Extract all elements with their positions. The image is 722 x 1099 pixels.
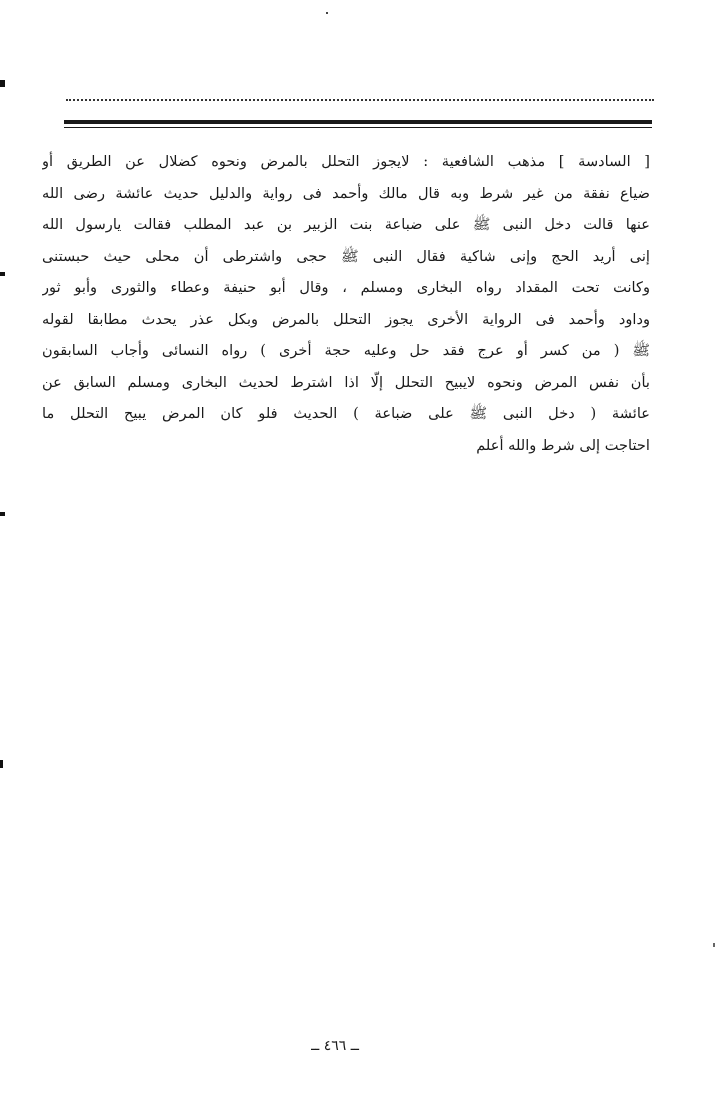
text-line: وداود وأحمد فى الرواية الأخرى يجوز التحلل بالمرض وبكل عذر يحدث مطابقا لقوله	[42, 310, 650, 328]
body-paragraph	[42, 146, 650, 461]
binding-mark	[0, 80, 5, 87]
text-line: إنى أريد الحج وإنى شاكية فقال النبى ﷺ حجى واشترطى أن محلى حيث حبستنى	[42, 247, 650, 265]
text-line: ضياع نفقة من غير شرط وبه قال مالك وأحمد فى رواية والدليل حديث عائشة رضى الله	[42, 184, 650, 202]
text-line: بأن نفس المرض ونحوه لايبيح التحلل إلّا اذا اشترط لحديث البخارى ومسلم السابق عن	[42, 373, 650, 391]
scan-speck	[713, 943, 715, 947]
text-line: ﷺ ( من كسر أو عرج فقد حل وعليه حجة أخرى ) رواه النسائى وأجاب السابقون	[42, 342, 650, 359]
header-thin-rule	[64, 127, 652, 128]
header-thick-rule	[64, 120, 652, 124]
text-line: [ السادسة ] مذهب الشافعية : لايجوز التحلل بالمرض ونحوه كضلال عن الطريق أو	[42, 153, 650, 170]
text-line: احتاجت إلى شرط والله أعلم	[476, 436, 650, 454]
scan-speck	[326, 12, 328, 14]
text-line: عنها قالت دخل النبى ﷺ على ضباعة بنت الزبير بن عبد المطلب فقالت يارسول الله	[42, 216, 650, 233]
header-dotted-rule	[66, 99, 654, 101]
binding-mark	[0, 272, 5, 276]
binding-mark	[0, 512, 5, 516]
binding-mark	[0, 760, 3, 768]
text-line: وكانت تحت المقداد رواه البخارى ومسلم ، وقال أبو حنيفة وعطاء والثورى وأبو ثور	[42, 279, 650, 296]
page-number: ــ ٤٦٦ ــ	[311, 1038, 359, 1054]
text-line: عائشة ( دخل النبى ﷺ على ضباعة ) الحديث فلو كان المرض يبيح التحلل ما	[42, 405, 650, 422]
